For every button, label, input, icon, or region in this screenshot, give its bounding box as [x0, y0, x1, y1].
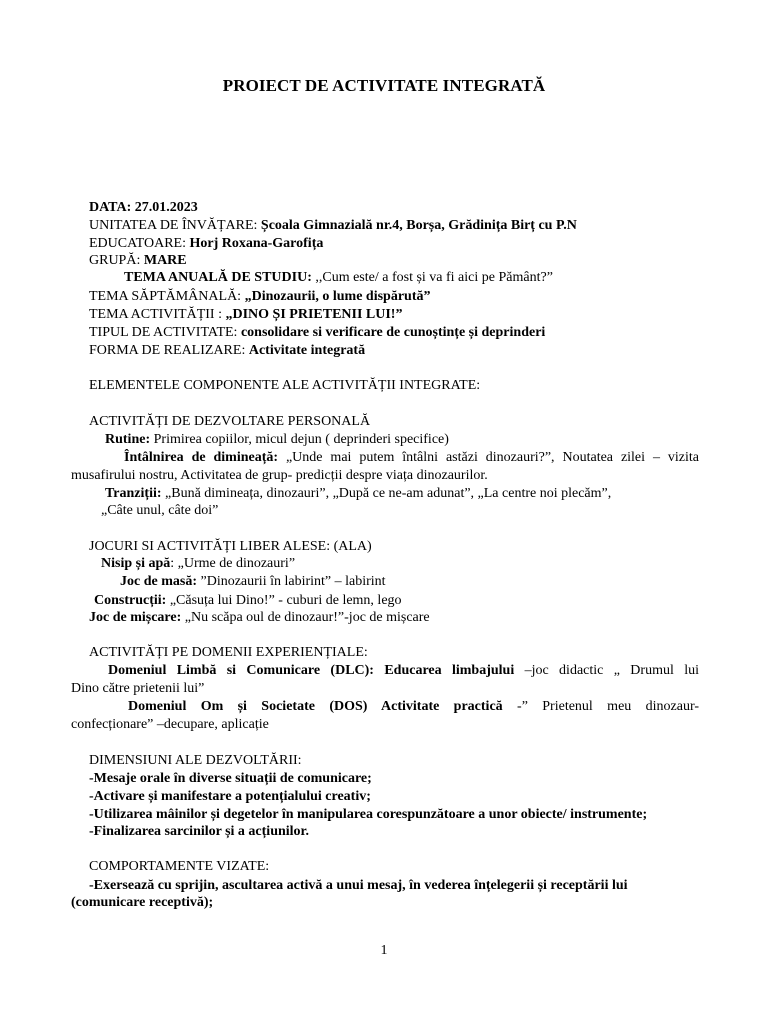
comportamente-heading: COMPORTAMENTE VIZATE:	[89, 859, 270, 874]
educatoare-value: Horj Roxana-Garofița	[189, 236, 324, 251]
dos-line	[128, 698, 699, 715]
tema-anuala-line	[124, 269, 553, 286]
intalnirea-value: „Unde mai putem întâlni astăzi dinozauri?”, Noutatea zilei – vizita	[285, 450, 699, 465]
rutine-value: Primirea copiilor, micul dejun ( deprinderi specifice)	[153, 432, 449, 447]
dimensiuni-heading: DIMENSIUNI ALE DEZVOLTĂRII:	[89, 753, 302, 768]
tema-saptamanala-value: „Dinozaurii, o lume dispărută”	[244, 289, 431, 304]
nisip-label: Nisip și apă	[101, 556, 171, 571]
grupa-value: MARE	[143, 253, 187, 268]
joc-miscare-value: „Nu scăpa oul de dinozaur!”-joc de mișcare	[184, 610, 430, 625]
unitatea-line	[89, 217, 577, 234]
tranzitii-value: „Bună dimineața, dinozauri”, „După ce ne-am adunat”, „La centre noi plecăm”,	[165, 486, 612, 501]
constructii-label: Construcții:	[94, 593, 170, 608]
dlc-line	[108, 662, 699, 679]
joc-miscare-label: Joc de mișcare:	[89, 610, 185, 625]
dos-label: Domeniul Om și Societate (DOS) Activitate practică	[128, 699, 518, 714]
intalnirea-line	[124, 449, 699, 466]
comportament-cont: (comunicare receptivă);	[71, 895, 214, 910]
elemente-heading: ELEMENTELE COMPONENTE ALE ACTIVITĂȚII INTEGRATE:	[89, 378, 481, 393]
constructii-value: „Căsuța lui Dino!” - cuburi de lemn, lego	[169, 593, 402, 608]
rutine-line	[105, 431, 449, 448]
joc-masa-line	[120, 573, 386, 590]
document-title: PROIECT DE ACTIVITATE INTEGRATĂ	[222, 76, 546, 95]
educatoare-line	[89, 235, 323, 252]
joc-masa-label: Joc de masă:	[120, 574, 201, 589]
educatoare-label: EDUCATOARE:	[89, 236, 190, 251]
tema-anuala-label: TEMA ANUALĂ DE STUDIU:	[124, 270, 316, 285]
page-number: 1	[380, 943, 388, 958]
tema-activitatii-label: TEMA ACTIVITĂȚII :	[89, 307, 226, 322]
data-label: DATA:	[89, 200, 135, 215]
dos-value: -” Prietenul meu dinozaur-	[517, 699, 699, 714]
dimensiune-item: -Mesaje orale în diverse situații de comunicare;	[89, 771, 372, 786]
dlc-cont: Dino către prietenii lui”	[71, 681, 205, 696]
tranzitii-cont: „Câte unul, câte doi”	[101, 503, 219, 518]
comportament-line: -Exersează cu sprijin, ascultarea activă a unui mesaj, în vederea înțelegerii și receptării lui	[89, 878, 628, 893]
tranzitii-label: Tranziții:	[105, 486, 166, 501]
intalnirea-cont: musafirului nostru, Activitatea de grup- predicții despre viața dinozaurilor.	[71, 468, 488, 483]
tema-saptamanala-label: TEMA SĂPTĂMÂNALĂ:	[89, 289, 245, 304]
tema-anuala-value: ,,Cum este/ a fost și va fi aici pe Pământ?”	[315, 270, 553, 285]
data-line	[89, 199, 198, 216]
joc-masa-value: ”Dinozaurii în labirint” – labirint	[200, 574, 386, 589]
grupa-label: GRUPĂ:	[89, 253, 144, 268]
dlc-label: Domeniul Limbă si Comunicare (DLC): Educarea limbajului	[108, 663, 525, 678]
adp-heading: ACTIVITĂȚI DE DEZVOLTARE PERSONALĂ	[89, 414, 371, 429]
unitatea-label: UNITATEA DE ÎNVĂȚARE:	[89, 218, 261, 233]
dos-cont: confecționare” –decupare, aplicație	[71, 717, 269, 732]
dlc-value: –joc didactic „ Drumul lui	[524, 663, 699, 678]
dimensiune-item: -Finalizarea sarcinilor și a acțiunilor.	[89, 824, 309, 839]
nisip-value: : „Urme de dinozauri”	[170, 556, 296, 571]
rutine-label: Rutine:	[105, 432, 154, 447]
tema-saptamanala-line	[89, 288, 430, 305]
tranzitii-line	[105, 485, 611, 502]
forma-line	[89, 342, 365, 359]
data-value: 27.01.2023	[134, 200, 198, 215]
intalnirea-label: Întâlnirea de dimineață:	[124, 450, 286, 465]
tipul-value: consolidare si verificare de cunoștințe și deprinderi	[240, 325, 546, 340]
ala-heading: JOCURI SI ACTIVITĂȚI LIBER ALESE: (ALA)	[89, 539, 372, 554]
tipul-label: TIPUL DE ACTIVITATE:	[89, 325, 241, 340]
unitatea-value: Școala Gimnazială nr.4, Borșa, Grădinița Birț cu P.N	[260, 218, 577, 233]
nisip-line	[101, 555, 295, 572]
constructii-line	[94, 592, 402, 609]
dimensiune-item: -Activare și manifestare a potențialului creativ;	[89, 789, 371, 804]
grupa-line	[89, 252, 187, 269]
forma-label: FORMA DE REALIZARE:	[89, 343, 249, 358]
tipul-line	[89, 324, 545, 341]
joc-miscare-line	[89, 609, 430, 626]
forma-value: Activitate integrată	[248, 343, 366, 358]
tema-activitatii-value: „DINO ȘI PRIETENII LUI!”	[225, 307, 403, 322]
ade-heading: ACTIVITĂȚI PE DOMENII EXPERIENȚIALE:	[89, 645, 368, 660]
dimensiune-item: -Utilizarea mâinilor și degetelor în manipularea corespunzătoare a unor obiecte/ instrumente;	[89, 807, 648, 822]
tema-activitatii-line	[89, 306, 402, 323]
